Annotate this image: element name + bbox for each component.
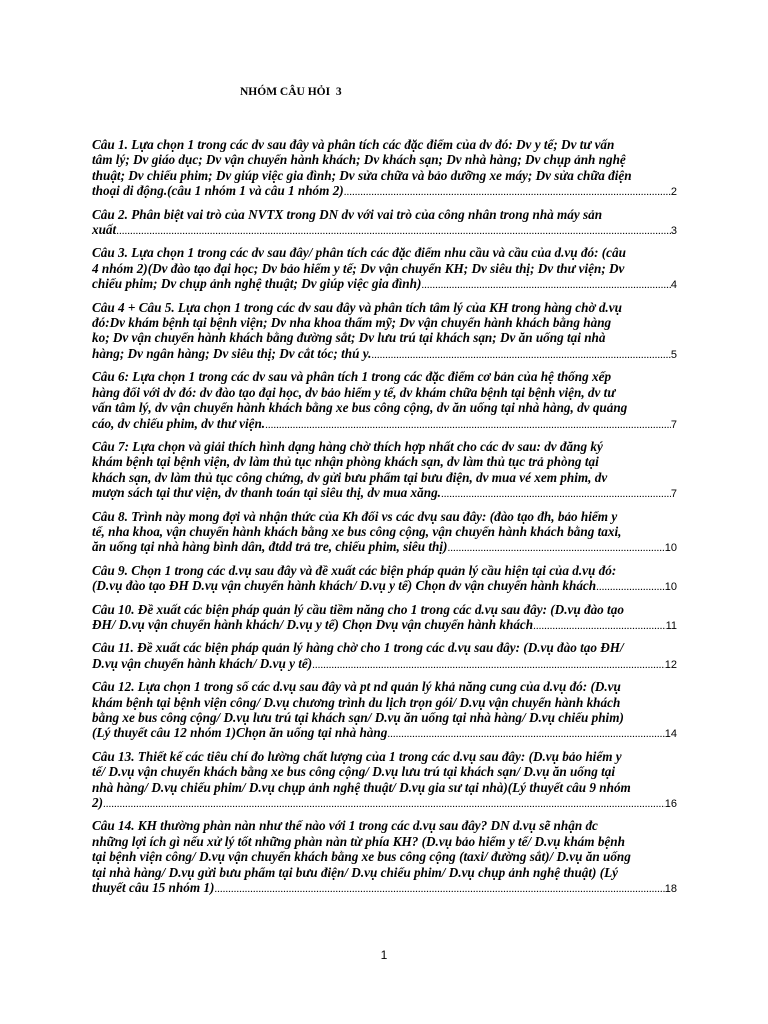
toc-page-number: 3 xyxy=(670,225,677,238)
toc-entry-line: tế/ D.vụ vận chuyển khách bằng xe bus công cộng/ D.vụ lưu trú tại khách sạn/ D.vụ ăn uống tại xyxy=(92,764,616,780)
dot-leader xyxy=(312,658,665,673)
toc-entry-last-line: thuyết câu 15 nhóm 1) xyxy=(92,880,215,896)
toc-entry-line: vấn tâm lý, dv vận chuyển hành khách bằng xe bus công cộng, dv ăn uống tại nhà hàng, dv quảng xyxy=(92,400,628,416)
dot-leader xyxy=(447,541,664,556)
toc-entry-leader-line xyxy=(92,617,677,634)
toc-entry-last-line: mượn sách tại thư viện, dv thanh toán tại siêu thị, dv mua xăng. xyxy=(92,485,441,501)
toc-entry[interactable] xyxy=(92,749,677,813)
toc-entry[interactable] xyxy=(92,245,677,293)
toc-entry-leader-line xyxy=(92,222,677,239)
toc-entry-line: Câu 6: Lựa chọn 1 trong các dv sau và phân tích 1 trong các đặc điểm cơ bản của hệ thống xếp xyxy=(92,369,612,385)
toc-entry-line: Câu 11. Đề xuất các biện pháp quản lý hàng chờ cho 1 trong các d.vụ sau đây: (D.vụ đào tạo ĐH/ xyxy=(92,640,624,656)
toc-page-number: 10 xyxy=(664,542,677,555)
toc-entry-line: khám bệnh tại bệnh viện công/ D.vụ chương trình du lịch trọn gói/ D.vụ vận chuyển hành khách xyxy=(92,694,621,710)
toc-entry-last-line: D.vụ vận chuyển hành khách/ D.vụ y tế) xyxy=(92,655,313,671)
toc-entry[interactable] xyxy=(92,137,677,201)
toc-entry[interactable] xyxy=(92,509,677,557)
toc-entry-leader-line xyxy=(92,485,677,502)
toc-entry-last-line: ăn uống tại nhà hàng bình dân, đtdd trả tre, chiếu phim, siêu thị) xyxy=(92,539,448,555)
toc-entry-leader-line xyxy=(92,880,677,897)
toc-entry-line: Câu 10. Đề xuất các biện pháp quản lý cầu tiềm năng cho 1 trong các d.vụ sau đây: (D.vụ đào tạo xyxy=(92,601,624,617)
toc-entry-line: những lợi ích gì nếu xử lý tốt những phàn nàn từ phía KH? (D.vụ bảo hiểm y tế/ D.vụ khám bệnh xyxy=(92,833,625,849)
toc-page-number: 10 xyxy=(664,581,677,594)
toc-entry[interactable] xyxy=(92,207,677,240)
toc-entry-leader-line xyxy=(92,656,677,673)
toc-entry-line: nhà hàng/ D.vụ chiếu phim/ D.vụ chụp ảnh nghệ thuật/ D.vụ gia sư tại nhà)(Lý thuyết câu 9 nhóm xyxy=(92,779,631,795)
toc-entry-line: đó:Dv khám bệnh tại bệnh viện; Dv nha khoa thẩm mỹ; Dv vận chuyển hành khách bằng hàng xyxy=(92,315,612,331)
toc-entry-leader-line xyxy=(92,795,677,812)
toc-entry-leader-line xyxy=(92,416,677,433)
toc-entry-line: Câu 4 + Câu 5. Lựa chọn 1 trong các dv sau đây và phân tích tâm lý của KH trong hàng chờ d.vụ xyxy=(92,299,622,315)
toc-page-number: 2 xyxy=(670,186,677,199)
toc-entry-line: bằng xe bus công cộng/ D.vụ lưu trú tại khách sạn/ D.vụ ăn uống tại nhà hàng/ D.vụ chiếu phim) xyxy=(92,710,624,725)
toc-page-number: 11 xyxy=(665,619,677,632)
toc-entry-last-line: cáo, dv chiếu phim, dv thư viện. xyxy=(92,415,266,431)
toc-entry-line: Câu 1. Lựa chọn 1 trong các dv sau đây và phân tích các đặc điểm của dv đó: Dv y tế; Dv tư vấn xyxy=(92,137,615,152)
toc-entry-last-line: hàng; Dv ngân hàng; Dv siêu thị; Dv cắt tóc; thú y. xyxy=(92,345,372,361)
toc-entry-last-line: (Lý thuyết câu 12 nhóm 1)Chọn ăn uống tại nhà hàng xyxy=(92,725,388,741)
toc-entry-last-line: ĐH/ D.vụ vận chuyển hành khách/ D.vụ y tế) Chọn Dvụ vận chuyển hành khách xyxy=(92,616,534,632)
toc-entry-line: Câu 2. Phân biệt vai trò của NVTX trong DN dv với vai trò của công nhân trong nhà máy sản xyxy=(92,206,603,222)
toc-page-number: 18 xyxy=(664,883,677,896)
toc-entry-line: Câu 12. Lựa chọn 1 trong số các d.vụ sau đây và pt nd quản lý khả năng cung của d.vụ đó: (D.vụ xyxy=(92,679,621,695)
toc-entry-line: hàng đối với dv đó: dv đào tạo đại học, dv bảo hiểm y tế, dv khám chữa bệnh tại bệnh viện, dv tư xyxy=(92,384,616,400)
dot-leader xyxy=(596,580,665,595)
toc-entry-line: tâm lý; Dv giáo dục; Dv vận chuyển hành khách; Dv khách sạn; Dv nhà hàng; Dv chụp ảnh nghệ xyxy=(92,152,626,168)
toc-page-number: 4 xyxy=(670,279,677,292)
toc-entry-line: khám bệnh tại bệnh viện, dv làm thủ tục nhận phòng khách sạn, dv làm thủ tục trả phòng tại xyxy=(92,454,599,470)
toc-page-number: 5 xyxy=(670,348,677,361)
toc-entry-line: Câu 9. Chọn 1 trong các d.vụ sau đây và đề xuất các biện pháp quản lý cầu hiện tại của d.vụ đó: xyxy=(92,562,617,578)
toc-entry-last-line: thoại di động.(câu 1 nhóm 1 và câu 1 nhóm 2) xyxy=(92,183,344,199)
toc-entry-line: ko; Dv vận chuyển hành khách bằng đường sắt; Dv lưu trú tại khách sạn; Dv ăn uống tại nhà xyxy=(92,330,606,346)
dot-leader xyxy=(344,185,671,200)
toc-page-number: 14 xyxy=(664,728,677,741)
toc-entry-leader-line xyxy=(92,725,677,742)
dot-leader xyxy=(387,727,664,742)
toc-page-number: 12 xyxy=(664,658,677,671)
toc-page-number: 16 xyxy=(664,798,677,811)
toc-entry-last-line: 2) xyxy=(92,795,103,811)
toc-entry-line: Câu 7: Lựa chọn và giải thích hình dạng hàng chờ thích hợp nhất cho các dv sau: dv đăng ký xyxy=(92,438,603,454)
toc-entry[interactable] xyxy=(92,563,677,596)
toc-entry-last-line: xuất xyxy=(92,222,117,238)
toc-entry-line: 4 nhóm 2)(Dv đào tạo đại học; Dv bảo hiểm y tế; Dv vận chuyển KH; Dv siêu thị; Dv thư viện; Dv xyxy=(92,260,625,276)
toc-entry[interactable] xyxy=(92,369,677,433)
toc-entry-line: Câu 8. Trình này mong đợi và nhận thức của Kh đối vs các dvụ sau đây: (đào tạo đh, bảo hiểm y xyxy=(92,508,618,524)
toc-entry-line: thuật; Dv chiếu phim; Dv giúp việc gia đình; Dv sửa chữa và bảo dưỡng xe máy; Dv sửa chữa điện xyxy=(92,167,632,183)
toc-entry-line: tại nhà hàng/ D.vụ gửi bưu phẩm tại bưu điện/ D.vụ chiếu phim/ D.vụ chụp ảnh nghệ thuật) (Lý xyxy=(92,864,619,880)
toc-entry[interactable] xyxy=(92,602,677,635)
section-heading: NHÓM CÂU HỎI 3 xyxy=(240,86,342,98)
toc-page-number: 7 xyxy=(670,418,677,431)
dot-leader xyxy=(421,278,671,293)
toc-page-number: 7 xyxy=(670,488,677,501)
dot-leader xyxy=(214,882,664,897)
dot-leader xyxy=(103,797,665,812)
dot-leader xyxy=(533,619,665,634)
toc-entry-line: Câu 3. Lựa chọn 1 trong các dv sau đây/ phân tích các đặc điểm nhu cầu và cầu của d.vụ đó: (câu xyxy=(92,245,626,261)
toc-entry-last-line: (D.vụ đào tạo ĐH D.vụ vận chuyển hành khách/ D.vụ y tế) Chọn dv vận chuyển hành khách xyxy=(92,578,597,594)
toc-entry[interactable] xyxy=(92,679,677,743)
dot-leader xyxy=(116,224,671,239)
toc-entry-line: tại bệnh viện công/ D.vụ vận chuyển khách bằng xe bus công cộng (taxi/ đường sắt)/ D.vụ ăn uống xyxy=(92,849,631,865)
toc-entry-leader-line xyxy=(92,346,677,363)
page-number: 1 xyxy=(380,948,388,962)
toc-entry-last-line: chiếu phim; Dv chụp ảnh nghệ thuật; Dv giúp việc gia đình) xyxy=(92,276,422,292)
toc-entry[interactable] xyxy=(92,818,677,897)
toc-entry[interactable] xyxy=(92,300,677,364)
toc-entry-leader-line xyxy=(92,539,677,556)
toc-entry-leader-line xyxy=(92,276,677,293)
toc-entry-leader-line xyxy=(92,578,677,595)
toc-entry-line: tế, nha khoa, vận chuyển hành khách bằng xe bus công cộng, vận chuyển hành khách bằng taxi, xyxy=(92,523,622,539)
toc-entry-line: Câu 13. Thiết kế các tiêu chí đo lường chất lượng của 1 trong các d.vụ sau đây: (D.vụ bảo hiểm y xyxy=(92,748,622,764)
toc-entry-line: khách sạn, dv làm thủ tục công chứng, dv gửi bưu phẩm tại bưu điện, dv mua vé xem phim, dv xyxy=(92,469,608,485)
dot-leader xyxy=(265,418,671,433)
dot-leader xyxy=(441,487,671,502)
toc-entry[interactable] xyxy=(92,439,677,503)
table-of-contents xyxy=(92,137,677,903)
dot-leader xyxy=(371,348,670,363)
toc-entry-line: Câu 14. KH thường phàn nàn như thế nào với 1 trong các d.vụ sau đây? DN d.vụ sẽ nhận đc xyxy=(92,818,598,834)
toc-entry-leader-line xyxy=(92,183,677,200)
toc-entry[interactable] xyxy=(92,640,677,673)
